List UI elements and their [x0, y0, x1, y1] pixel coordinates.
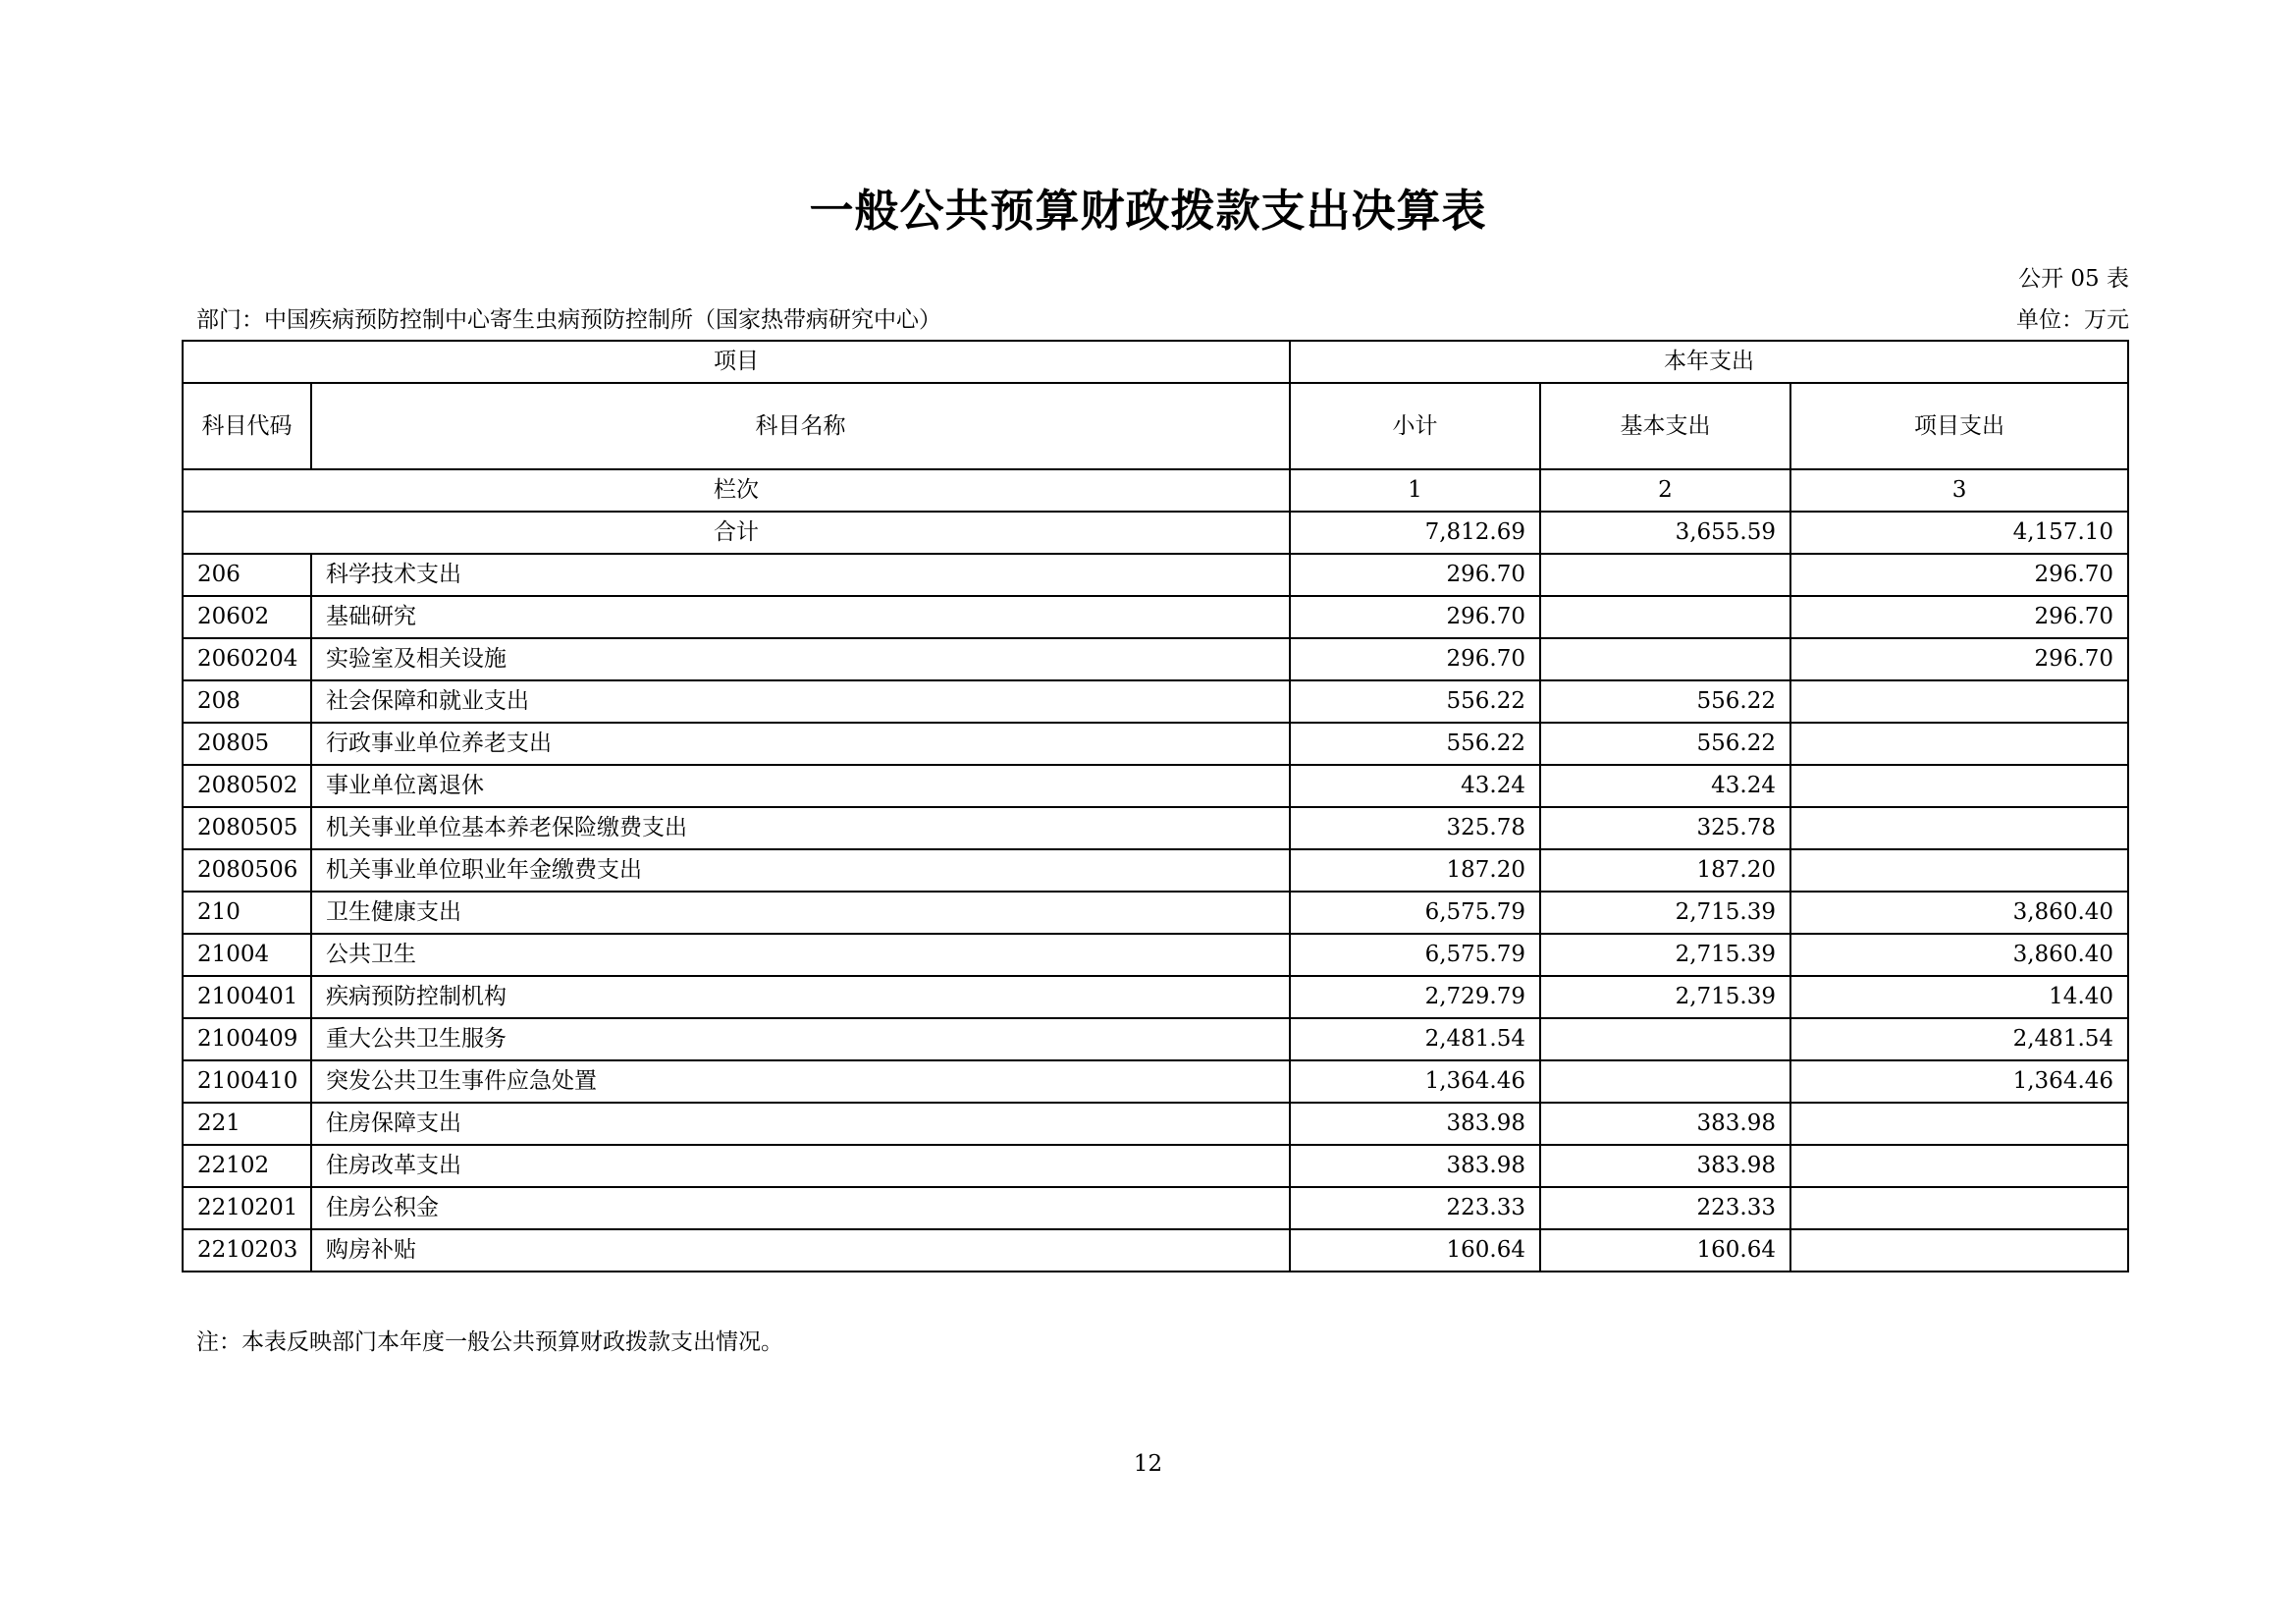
row-code: 20602 [183, 596, 311, 638]
row-project [1790, 1145, 2128, 1187]
expenditure-table [182, 340, 2129, 1272]
table-row [183, 596, 2128, 638]
row-project: 296.70 [1790, 596, 2128, 638]
row-subtotal: 556.22 [1290, 680, 1540, 723]
row-name: 公共卫生 [311, 934, 1290, 976]
row-project [1790, 765, 2128, 807]
row-subtotal: 223.33 [1290, 1187, 1540, 1229]
table-row [183, 723, 2128, 765]
row-code: 2100401 [183, 976, 311, 1018]
table-row [183, 849, 2128, 892]
row-subtotal: 556.22 [1290, 723, 1540, 765]
row-name: 基础研究 [311, 596, 1290, 638]
row-basic: 187.20 [1540, 849, 1790, 892]
row-project: 1,364.46 [1790, 1060, 2128, 1103]
row-basic: 383.98 [1540, 1145, 1790, 1187]
row-subtotal: 325.78 [1290, 807, 1540, 849]
total-basic: 3,655.59 [1540, 512, 1790, 554]
table-row [183, 807, 2128, 849]
table-row [183, 638, 2128, 680]
row-name: 机关事业单位基本养老保险缴费支出 [311, 807, 1290, 849]
row-code: 2080506 [183, 849, 311, 892]
row-project [1790, 1103, 2128, 1145]
row-project [1790, 849, 2128, 892]
header-current-year: 本年支出 [1290, 341, 2128, 383]
row-project: 14.40 [1790, 976, 2128, 1018]
table-row [183, 976, 2128, 1018]
row-name: 实验室及相关设施 [311, 638, 1290, 680]
row-code: 2080505 [183, 807, 311, 849]
table-row [183, 1060, 2128, 1103]
row-project: 296.70 [1790, 638, 2128, 680]
row-name: 住房改革支出 [311, 1145, 1290, 1187]
column-index-2: 2 [1540, 469, 1790, 512]
row-name: 卫生健康支出 [311, 892, 1290, 934]
row-subtotal: 296.70 [1290, 596, 1540, 638]
column-index-1: 1 [1290, 469, 1540, 512]
row-code: 22102 [183, 1145, 311, 1187]
header-item: 项目 [183, 341, 1290, 383]
row-name: 行政事业单位养老支出 [311, 723, 1290, 765]
table-row [183, 765, 2128, 807]
total-row [183, 512, 2128, 554]
row-basic [1540, 1060, 1790, 1103]
row-basic: 160.64 [1540, 1229, 1790, 1272]
total-subtotal: 7,812.69 [1290, 512, 1540, 554]
row-code: 2210203 [183, 1229, 311, 1272]
row-project [1790, 1229, 2128, 1272]
row-subtotal: 383.98 [1290, 1103, 1540, 1145]
row-subtotal: 296.70 [1290, 638, 1540, 680]
row-name: 疾病预防控制机构 [311, 976, 1290, 1018]
page-title: 一般公共预算财政拨款支出决算表 [809, 185, 1487, 237]
row-basic [1540, 1018, 1790, 1060]
row-name: 住房公积金 [311, 1187, 1290, 1229]
row-subtotal: 43.24 [1290, 765, 1540, 807]
form-number: 公开 05 表 [2018, 266, 2129, 292]
row-code: 2100410 [183, 1060, 311, 1103]
row-code: 20805 [183, 723, 311, 765]
row-project: 2,481.54 [1790, 1018, 2128, 1060]
table-row [183, 1187, 2128, 1229]
row-subtotal: 160.64 [1290, 1229, 1540, 1272]
row-subtotal: 2,481.54 [1290, 1018, 1540, 1060]
row-code: 2080502 [183, 765, 311, 807]
row-subtotal: 1,364.46 [1290, 1060, 1540, 1103]
row-basic: 556.22 [1540, 723, 1790, 765]
row-basic: 325.78 [1540, 807, 1790, 849]
header-basic: 基本支出 [1540, 383, 1790, 469]
row-basic: 556.22 [1540, 680, 1790, 723]
row-basic [1540, 596, 1790, 638]
table-row [183, 1103, 2128, 1145]
column-index-row [183, 469, 2128, 512]
row-basic [1540, 554, 1790, 596]
row-name: 重大公共卫生服务 [311, 1018, 1290, 1060]
row-basic: 2,715.39 [1540, 892, 1790, 934]
row-code: 2210201 [183, 1187, 311, 1229]
row-subtotal: 2,729.79 [1290, 976, 1540, 1018]
row-project: 3,860.40 [1790, 934, 2128, 976]
row-code: 210 [183, 892, 311, 934]
header-project: 项目支出 [1790, 383, 2128, 469]
row-basic: 2,715.39 [1540, 976, 1790, 1018]
row-subtotal: 6,575.79 [1290, 892, 1540, 934]
table-row [183, 934, 2128, 976]
row-basic: 2,715.39 [1540, 934, 1790, 976]
row-code: 208 [183, 680, 311, 723]
column-index-label: 栏次 [183, 469, 1290, 512]
row-subtotal: 296.70 [1290, 554, 1540, 596]
row-project [1790, 1187, 2128, 1229]
unit-label: 单位：万元 [2016, 307, 2129, 333]
row-name: 住房保障支出 [311, 1103, 1290, 1145]
department-label: 部门：中国疾病预防控制中心寄生虫病预防控制所（国家热带病研究中心） [196, 307, 941, 333]
row-subtotal: 6,575.79 [1290, 934, 1540, 976]
page-number: 12 [1133, 1451, 1163, 1477]
total-label: 合计 [183, 512, 1290, 554]
header-row-1 [183, 341, 2128, 383]
row-project: 296.70 [1790, 554, 2128, 596]
row-subtotal: 383.98 [1290, 1145, 1540, 1187]
row-basic: 383.98 [1540, 1103, 1790, 1145]
total-project: 4,157.10 [1790, 512, 2128, 554]
row-name: 社会保障和就业支出 [311, 680, 1290, 723]
table-row [183, 1018, 2128, 1060]
header-code: 科目代码 [183, 383, 311, 469]
header-row-2 [183, 383, 2128, 469]
row-name: 突发公共卫生事件应急处置 [311, 1060, 1290, 1103]
row-basic [1540, 638, 1790, 680]
row-basic: 43.24 [1540, 765, 1790, 807]
row-code: 221 [183, 1103, 311, 1145]
table-row [183, 680, 2128, 723]
row-name: 事业单位离退休 [311, 765, 1290, 807]
table-row [183, 892, 2128, 934]
header-name: 科目名称 [311, 383, 1290, 469]
row-project [1790, 680, 2128, 723]
row-project: 3,860.40 [1790, 892, 2128, 934]
row-project [1790, 723, 2128, 765]
table-row [183, 1229, 2128, 1272]
row-code: 2100409 [183, 1018, 311, 1060]
header-subtotal: 小计 [1290, 383, 1540, 469]
row-name: 机关事业单位职业年金缴费支出 [311, 849, 1290, 892]
row-code: 2060204 [183, 638, 311, 680]
row-code: 206 [183, 554, 311, 596]
table-row [183, 1145, 2128, 1187]
row-subtotal: 187.20 [1290, 849, 1540, 892]
row-name: 科学技术支出 [311, 554, 1290, 596]
table-row [183, 554, 2128, 596]
row-name: 购房补贴 [311, 1229, 1290, 1272]
column-index-3: 3 [1790, 469, 2128, 512]
row-basic: 223.33 [1540, 1187, 1790, 1229]
footnote: 注：本表反映部门本年度一般公共预算财政拨款支出情况。 [196, 1329, 783, 1355]
row-code: 21004 [183, 934, 311, 976]
row-project [1790, 807, 2128, 849]
